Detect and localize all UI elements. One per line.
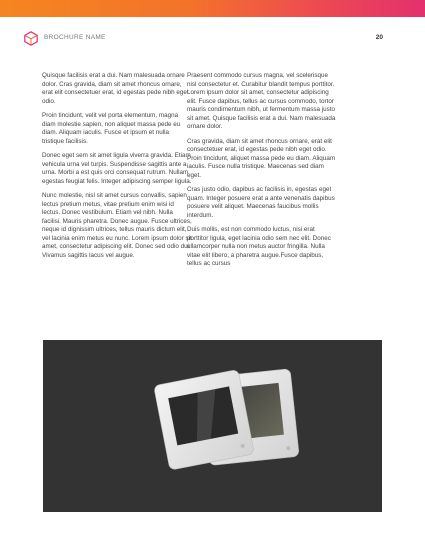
page-number: 20	[375, 34, 383, 41]
page-header	[0, 17, 425, 57]
text-column-left	[42, 72, 192, 266]
paragraph: Quisque facilisis erat a dui. Nam malesuada ornare dolor. Cras gravida, diam sit amet rhoncus ornare, erat elit consectetuer erat, id egestas pede nibh eget odio.	[42, 72, 189, 105]
brochure-name: BROCHURE NAME	[44, 34, 106, 41]
paragraph: Cras justo odio, dapibus ac facilisis in, egestas eget quam. Integer posuere erat a ante venenatis dapibus posuere velit aliquet. Maecenas faucibus mollis interdum.	[187, 186, 335, 219]
text-column-right	[187, 72, 337, 275]
hexagon-cube-icon	[24, 31, 38, 46]
paragraph: Duis mollis, est non commodo luctus, nisi erat porttitor ligula, eget lacinia odio sem nec elit. Donec ullamcorper nulla non metus auctor fringilla. Nulla vitae elit libero, a pharetra augue.Fusce dapibus, tellus ac cursus	[187, 226, 331, 267]
paragraph: Proin tincidunt, velit vel porta elementum, magna diam molestie sapien, non aliquet massa pede eu diam. Aliquam iaculis. Fusce et ipsum et nulla tristique facilisis.	[42, 112, 181, 145]
paragraph: Nunc molestie, nisl sit amet cursus convallis, sapien lectus pretium metus, vitae pretium enim wisi id lectus. Donec vestibulum. Etiam vel nibh. Nulla facilisi. Mauris pharetra. Donec augue. Fusce ultrices, neque id dignissim ultrices, tellus mauris dictum elit, vel lacinia enim metus eu nunc. Lorem ipsum dolor sit amet, consectetur adipiscing elit. Donec sed odio dui. Vivamus sagittis lacus vel augue.	[42, 192, 192, 259]
photo-slides-image	[43, 340, 382, 512]
paragraph: Donec eget sem sit amet ligula viverra gravida. Etiam vehicula urna vel turpis. Suspendisse sagittis ante a urna. Morbi a est quis orci consequat rutrum. Nullam egestas feugiat felis. Integer adipiscing semper ligula.	[42, 152, 192, 185]
photo-slides-illustration	[43, 340, 382, 512]
paragraph: Cras gravida, diam sit amet rhoncus ornare, erat elit consectetuer erat, id egestas pede nibh eget odio. Proin tincidunt, aliquet massa pede eu diam. Aliquam iaculis. Fusce nulla tristique. Maecenas sed diam eget.	[187, 137, 336, 179]
paragraph: Praesent commodo cursus magna, vel scelerisque nisl consectetur et. Curabitur blandit tempus porttitor. Lorem ipsum dolor sit amet, consectetur adipiscing elit. Fusce dapibus, tellus ac cursus commodo, tortor mauris condimentum nibh, ut fermentum massa justo sit amet. Quisque facilisis erat a dui. Nam malesuada ornare dolor.	[187, 72, 336, 130]
top-gradient-bar	[0, 0, 425, 17]
